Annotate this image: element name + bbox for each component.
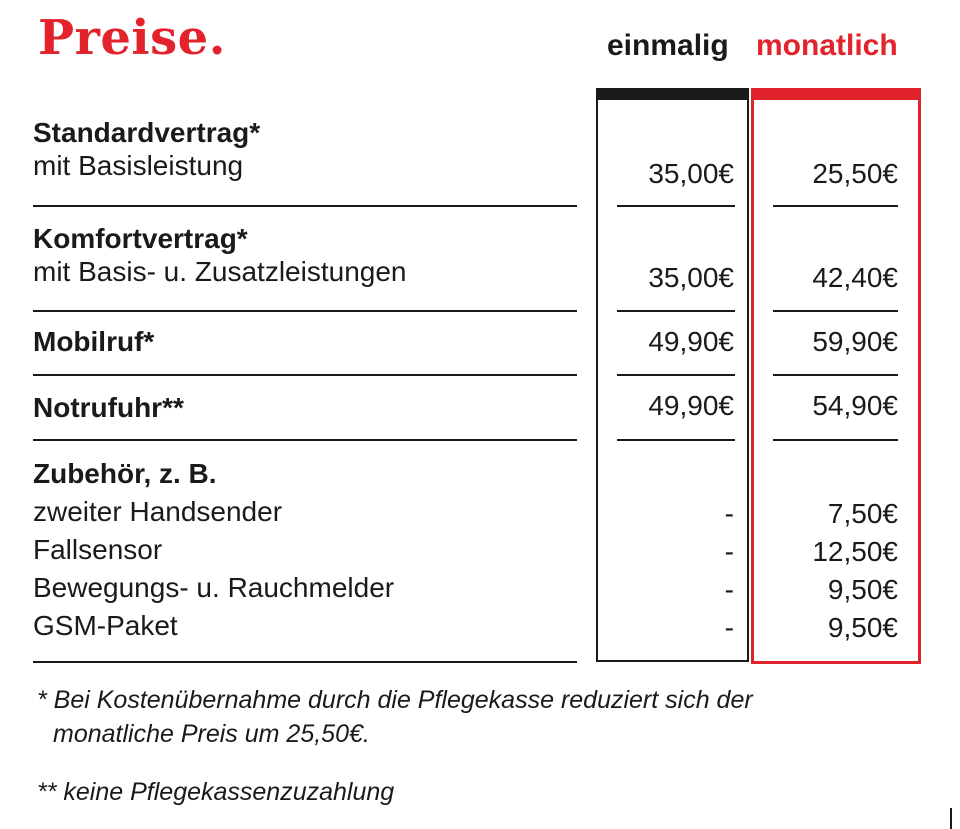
footnote-1-line-1: * Bei Kostenübernahme durch die Pflegekasse reduziert sich der	[37, 686, 753, 714]
once-column-cap	[596, 88, 749, 100]
footnote-1	[37, 683, 753, 751]
page-title: Preise.	[38, 10, 226, 66]
row-divider	[33, 310, 577, 312]
plan-name: Notrufuhr**	[33, 392, 184, 423]
accessory-price-monthly: 7,50€	[827, 498, 898, 529]
plan-price-monthly: 42,40€	[812, 262, 898, 293]
footnote-1-line-2: monatliche Preis um 25,50€.	[53, 720, 370, 748]
accessory-price-monthly: 12,50€	[812, 536, 898, 567]
row-divider	[617, 374, 735, 376]
plan-subtitle: mit Basis- u. Zusatzleistungen	[33, 256, 407, 287]
plan-price-monthly: 54,90€	[812, 390, 898, 421]
plan-row-mobilruf	[33, 325, 154, 358]
row-divider	[33, 374, 577, 376]
plan-price-monthly: 59,90€	[812, 326, 898, 357]
plan-price-once: 35,00€	[648, 158, 734, 189]
plan-row-standard	[33, 116, 260, 182]
accessory-name: zweiter Handsender	[33, 496, 283, 527]
plan-row-komfort	[33, 222, 407, 288]
accessory-name: Bewegungs- u. Rauchmelder	[33, 572, 395, 603]
plan-row-notrufuhr	[33, 391, 184, 424]
row-divider	[617, 205, 735, 207]
table-bottom-rule	[33, 661, 577, 663]
plan-name: Komfortvertrag*	[33, 223, 248, 254]
accessory-price-once: -	[724, 498, 734, 529]
accessories-heading: Zubehör, z. B.	[33, 458, 217, 489]
plan-subtitle: mit Basisleistung	[33, 150, 244, 181]
text-cursor	[950, 808, 952, 829]
column-header-once: einmalig	[607, 29, 729, 62]
plan-price-monthly: 25,50€	[812, 158, 898, 189]
accessory-price-once: -	[724, 612, 734, 643]
accessory-price-monthly: 9,50€	[827, 574, 898, 605]
plan-price-once: 49,90€	[648, 326, 734, 357]
row-divider	[33, 205, 577, 207]
row-divider	[773, 205, 898, 207]
footnote-2: ** keine Pflegekassenzuzahlung	[37, 778, 395, 806]
accessory-name: GSM-Paket	[33, 610, 178, 641]
row-divider	[773, 439, 898, 441]
accessory-price-once: -	[724, 574, 734, 605]
monthly-column-cap	[751, 88, 921, 100]
accessory-name: Fallsensor	[33, 534, 163, 565]
row-divider	[33, 439, 577, 441]
row-divider	[617, 439, 735, 441]
accessory-price-once: -	[724, 536, 734, 567]
row-divider	[617, 310, 735, 312]
plan-name: Standardvertrag*	[33, 117, 261, 148]
plan-name: Mobilruf*	[33, 326, 155, 357]
plan-price-once: 35,00€	[648, 262, 734, 293]
accessories-list	[33, 455, 394, 645]
column-header-monthly: monatlich	[756, 29, 898, 62]
plan-price-once: 49,90€	[648, 390, 734, 421]
accessory-price-monthly: 9,50€	[827, 612, 898, 643]
row-divider	[773, 310, 898, 312]
row-divider	[773, 374, 898, 376]
